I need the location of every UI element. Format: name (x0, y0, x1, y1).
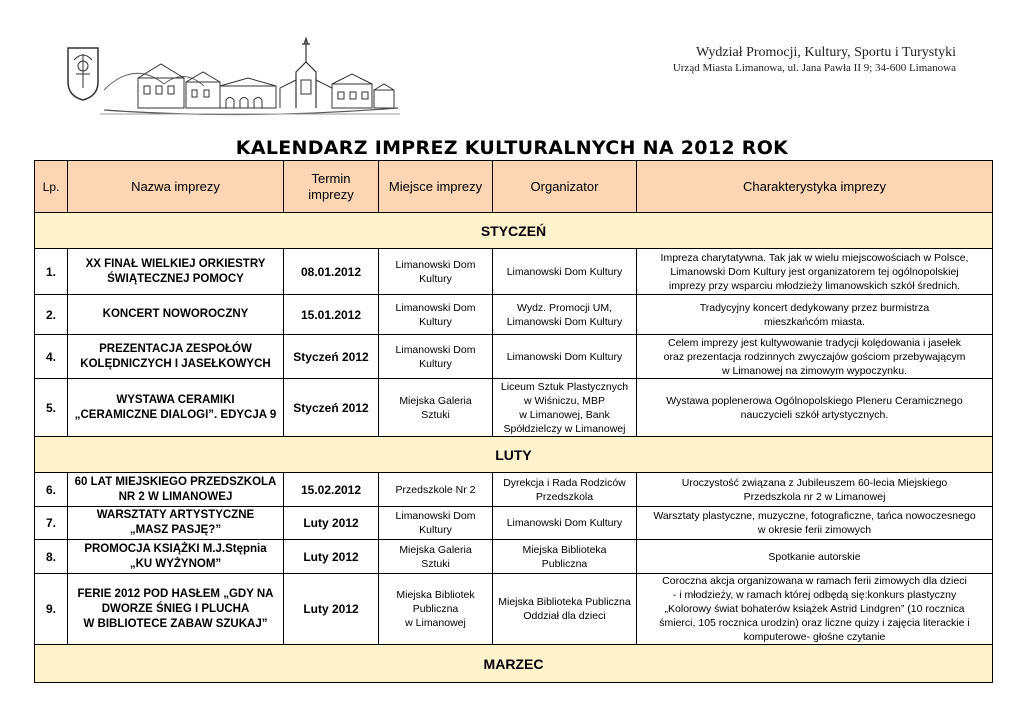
col-header-date: Termin imprezy (284, 161, 379, 213)
event-name: PREZENTACJA ZESPOŁÓW KOLĘDNICZYCH I JASEŁKOWYCH (68, 335, 284, 379)
event-name: XX FINAŁ WIELKIEJ ORKIESTRY ŚWIĄTECZNEJ POMOCY (68, 249, 284, 295)
month-label: LUTY (35, 437, 993, 473)
event-date: Styczeń 2012 (284, 379, 379, 437)
event-organizer: Wydz. Promocji UM, Limanowski Dom Kultury (493, 295, 637, 335)
institution-header (673, 44, 956, 76)
event-number: 9. (35, 574, 68, 645)
event-number: 5. (35, 379, 68, 437)
table-row (35, 507, 993, 540)
month-label: MARZEC (35, 645, 993, 683)
event-organizer: Miejska Biblioteka Publiczna (493, 540, 637, 574)
event-description: Tradycyjny koncert dedykowany przez burmistrza mieszkańcóm miasta. (637, 295, 993, 335)
month-row (35, 645, 993, 683)
event-organizer: Miejska Biblioteka Publiczna Oddział dla dzieci (493, 574, 637, 645)
table-row (35, 335, 993, 379)
event-organizer: Limanowski Dom Kultury (493, 335, 637, 379)
event-place: Przedszkole Nr 2 (379, 473, 493, 507)
event-description: Coroczna akcja organizowana w ramach ferii zimowych dla dzieci - i młodzieży, w ramach której odbędą się:konkurs plastyczny „Kolorowy świat bohaterów książek Astrid Lindgren” (10 rocznica śmierci, 105 rocznica urodzin) oraz liczne quizy i zajęcia literackie i komputerowe- głośne czytanie (637, 574, 993, 645)
event-date: 15.02.2012 (284, 473, 379, 507)
document-title: KALENDARZ IMPREZ KULTURALNYCH NA 2012 ROK (235, 137, 789, 159)
event-place: Miejska Galeria Sztuki (379, 540, 493, 574)
event-date: 15.01.2012 (284, 295, 379, 335)
event-name: WARSZTATY ARTYSTYCZNE „MASZ PASJĘ?” (68, 507, 284, 540)
table-row (35, 574, 993, 645)
department-name: Wydział Promocji, Kultury, Sportu i Turystyki (696, 45, 956, 60)
col-header-organizer: Organizator (493, 161, 637, 213)
event-place: Limanowski Dom Kultury (379, 249, 493, 295)
event-number: 4. (35, 335, 68, 379)
event-date: Luty 2012 (284, 507, 379, 540)
event-organizer: Limanowski Dom Kultury (493, 507, 637, 540)
event-number: 6. (35, 473, 68, 507)
col-header-place: Miejsce imprezy (379, 161, 493, 213)
event-organizer: Dyrekcja i Rada Rodziców Przedszkola (493, 473, 637, 507)
institution-address: Urząd Miasta Limanowa, ul. Jana Pawła II 9; 34-600 Limanowa (672, 62, 956, 74)
table-row (35, 379, 993, 437)
month-label: STYCZEŃ (35, 213, 993, 249)
col-header-lp: Lp. (35, 161, 68, 213)
event-name: WYSTAWA CERAMIKI „CERAMICZNE DIALOGI”. EDYCJA 9 (68, 379, 284, 437)
event-name: PROMOCJA KSIĄŻKI M.J.Stępnia „KU WYŻYNOM” (68, 540, 284, 574)
table-row (35, 295, 993, 335)
event-description: Wystawa poplenerowa Ogólnopolskiego Pleneru Ceramicznego nauczycieli szkół artystycznych. (637, 379, 993, 437)
event-date: Luty 2012 (284, 574, 379, 645)
event-place: Miejska Galeria Sztuki (379, 379, 493, 437)
event-number: 2. (35, 295, 68, 335)
event-organizer: Limanowski Dom Kultury (493, 249, 637, 295)
event-name: FERIE 2012 POD HASŁEM „GDY NA DWORZE ŚNIEG I PLUCHA W BIBLIOTECE ZABAW SZUKAJ” (68, 574, 284, 645)
month-row (35, 213, 993, 249)
event-name: KONCERT NOWOROCZNY (68, 295, 284, 335)
event-date: Styczeń 2012 (284, 335, 379, 379)
event-date: 08.01.2012 (284, 249, 379, 295)
table-row (35, 473, 993, 507)
event-name: 60 LAT MIEJSKIEGO PRZEDSZKOLA NR 2 W LIMANOWEJ (68, 473, 284, 507)
event-description: Warsztaty plastyczne, muzyczne, fotograficzne, tańca nowoczesnego w okresie ferii zimowych (637, 507, 993, 540)
table-row (35, 249, 993, 295)
event-description: Celem imprezy jest kultywowanie tradycji kolędowania i jasełek oraz prezentacja rodzinnych zwyczajów gościom przebywającym w Limanowej na zimowym wypoczynku. (637, 335, 993, 379)
event-description: Impreza charytatywna. Tak jak w wielu miejscowościach w Polsce, Limanowski Dom Kultury jest organizatorem tej ogólnopolskiej imprezy przy wsparciu młodzieży limanowskich szkół średnich. (637, 249, 993, 295)
event-place: Limanowski Dom Kultury (379, 507, 493, 540)
table-header-row (35, 161, 993, 213)
event-place: Limanowski Dom Kultury (379, 295, 493, 335)
event-number: 8. (35, 540, 68, 574)
event-place: Miejska Bibliotek Publiczna w Limanowej (379, 574, 493, 645)
event-date: Luty 2012 (284, 540, 379, 574)
event-number: 1. (35, 249, 68, 295)
month-row (35, 437, 993, 473)
table-row (35, 540, 993, 574)
event-organizer: Liceum Sztuk Plastycznych w Wiśniczu, MBP w Limanowej, Bank Spółdzielczy w Limanowej (493, 379, 637, 437)
town-logo (60, 30, 400, 118)
events-table (34, 160, 993, 683)
col-header-name: Nazwa imprezy (68, 161, 284, 213)
event-place: Limanowski Dom Kultury (379, 335, 493, 379)
event-description: Spotkanie autorskie (637, 540, 993, 574)
col-header-description: Charakterystyka imprezy (637, 161, 993, 213)
event-number: 7. (35, 507, 68, 540)
event-description: Uroczystość związana z Jubileuszem 60-lecia Miejskiego Przedszkola nr 2 w Limanowej (637, 473, 993, 507)
